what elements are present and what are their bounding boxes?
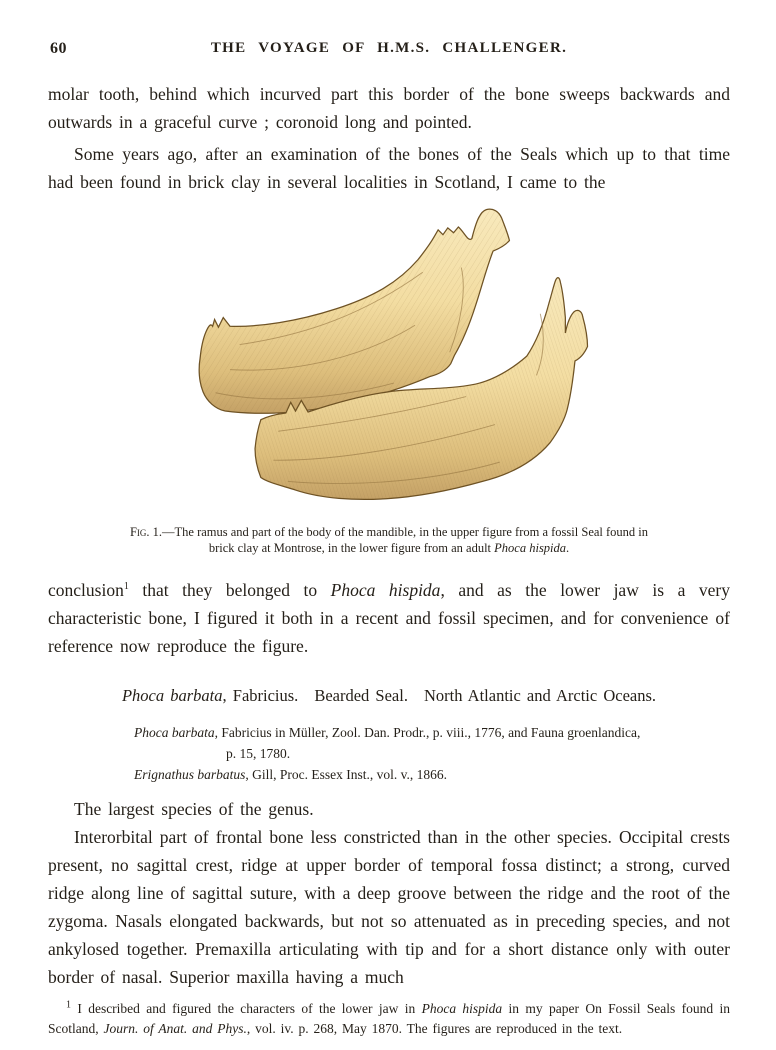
paragraph-conclusion xyxy=(48,576,730,660)
conclusion-rest: , and as the lower jaw is a very characteristic bone, I figured it both in a recent and fossil specimen, and for convenience of reference now reproduce the figure. xyxy=(48,580,730,656)
running-title: THE VOYAGE OF H.M.S. CHALLENGER. xyxy=(210,40,568,56)
paragraph-interorbital: Interorbital part of frontal bone less constricted than in the other species. Occipital crests present, no sagittal crest, ridge at upper border of temporal fossa distinct; a strong, curved ridge along line of sagittal suture, with a deep groove between the ridge and the root of the zygoma. Nasals elongated backwards, but not so attenuated as in preceding species, and not ankylosed together. Premaxilla articulating with tip and for a short distance only with outer border of nasal. Superior maxilla having a much xyxy=(48,827,730,987)
synonymy-reference: , Gill, Proc. Essex Inst., vol. v., 1866. xyxy=(245,767,448,782)
caption-species-name: Phoca hispida xyxy=(494,541,567,555)
page-header xyxy=(48,40,730,60)
synonymy-entry-2 xyxy=(48,764,730,785)
paragraph-molar-tooth: molar tooth, behind which incurved part this border of the bone sweeps backwards and outwards in a graceful curve ; coronoid long and pointed. xyxy=(48,84,730,132)
synonymy-entry-1 xyxy=(48,722,730,743)
caption-text-3: . xyxy=(566,541,570,555)
figure-label: Fig. 1. xyxy=(129,525,163,539)
footnote-journal-name: Journ. of Anat. and Phys. xyxy=(103,1021,247,1036)
figure-caption xyxy=(48,524,730,556)
page-number: 60 xyxy=(50,40,67,57)
synonymy-entry-1-continuation: p. 15, 1780. xyxy=(226,746,291,761)
heading-authority: , Fabricius. xyxy=(222,686,299,705)
species-name-phoca-hispida: Phoca hispida xyxy=(330,580,441,600)
paragraph-some-years-ago: Some years ago, after an examination of the bones of the Seals which up to that time had been found in brick clay in several localities in Scotland, I came to the xyxy=(48,144,730,192)
footnote-text-2: in my paper On Fossil Seals found in Scotland, xyxy=(48,1001,730,1036)
paragraph-largest-species: The largest species of the genus. xyxy=(74,799,314,819)
conclusion-word: conclusion xyxy=(48,580,124,600)
footnote-number: 1 xyxy=(66,999,71,1011)
conclusion-text: that they belonged to xyxy=(128,580,331,600)
heading-range: North Atlantic and Arctic Oceans. xyxy=(423,686,657,705)
footnote-reference-mark: 1 xyxy=(123,581,129,593)
figure-1 xyxy=(48,200,730,556)
heading-species-name: Phoca barbata xyxy=(121,686,223,705)
footnote-text-1: I described and figured the characters of the lower jaw in xyxy=(71,1001,422,1016)
upper-mandible-fossil xyxy=(199,209,509,413)
synonymy-block xyxy=(48,722,730,785)
synonymy-reference: , Fabricius in Müller, Zool. Dan. Prodr., p. viii., 1776, and Fauna groenlandica, xyxy=(214,725,641,740)
heading-common-name: Bearded Seal. xyxy=(314,686,408,705)
footnote-text-3: , vol. iv. p. 268, May 1870. The figures are reproduced in the text. xyxy=(246,1021,623,1036)
figure-caption-line-1 xyxy=(48,524,730,540)
mandible-illustration xyxy=(172,200,606,518)
footnote xyxy=(48,999,730,1039)
figure-caption-line-2 xyxy=(48,540,730,556)
synonymy-species-name: Phoca barbata xyxy=(134,725,215,740)
caption-text-1: —The ramus and part of the body of the mandible, in the upper figure from a fossil Seal found in xyxy=(162,525,649,539)
footnote-species-name: Phoca hispida xyxy=(421,1001,503,1016)
synonymy-species-name: Erignathus barbatus xyxy=(134,767,246,782)
caption-text-2: brick clay at Montrose, in the lower figure from an adult xyxy=(208,541,495,555)
species-heading xyxy=(48,686,730,706)
